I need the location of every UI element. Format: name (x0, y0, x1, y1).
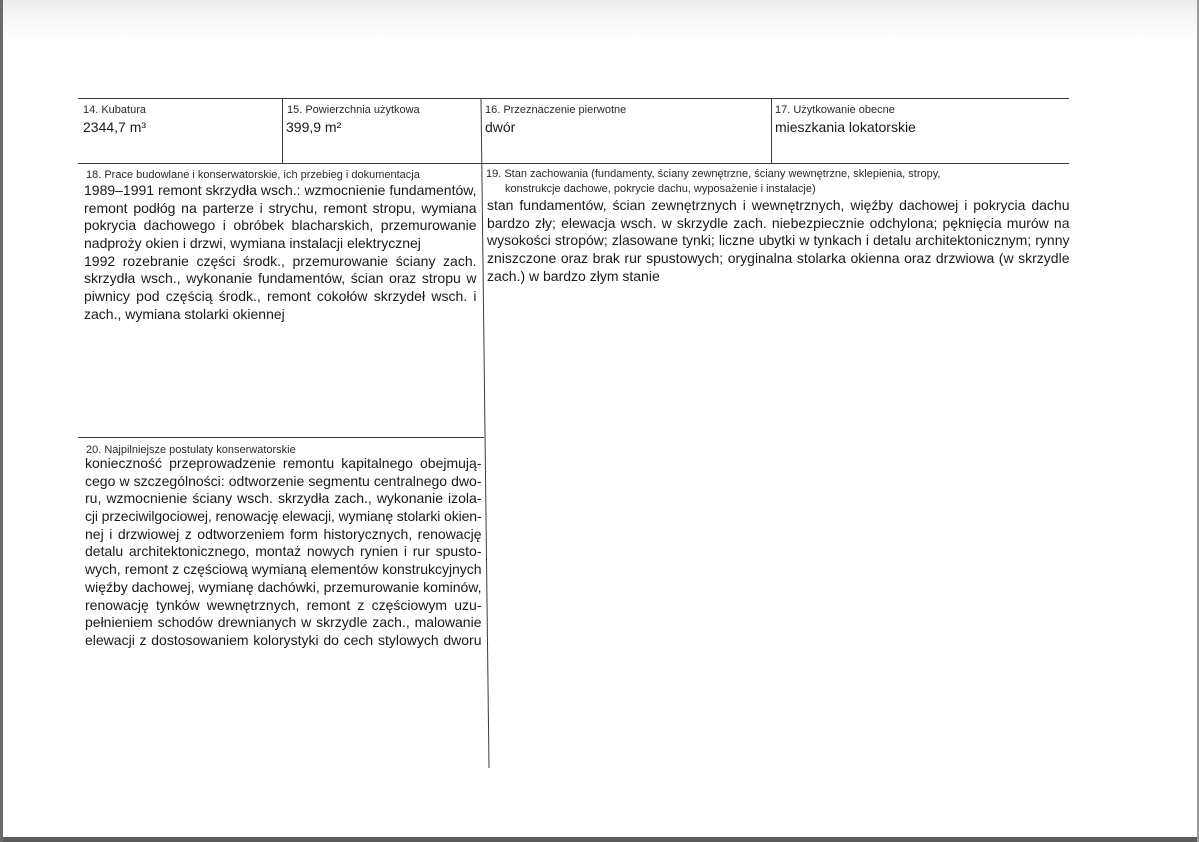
postulaty-line: elewacji z dostosowaniem kolorystyki do cech stylowych dworu (85, 631, 482, 648)
prace-line: nadproży okien i drzwi, wymiana instalacji elektrycznej (84, 235, 421, 252)
postulaty-line: konieczność przeprowadzenie remontu kapitalnego obejmują- (85, 455, 482, 471)
prace-line: piwnicy pod częścią środk., remont cokołów skrzydeł wsch. i (84, 288, 477, 305)
prace-text (84, 182, 477, 324)
stan-label-line: konstrukcje dachowe, pokrycie dachu, wyposażenie i instalacje) (505, 183, 816, 195)
uzytkowanie-value: mieszkania lokatorskie (775, 119, 916, 135)
stan-line: zach.) w bardzo złym stanie (487, 267, 660, 284)
postulaty-line: detalu architektonicznego, montaż nowych rynien i rur spusto- (85, 543, 482, 560)
kubatura-label: 14. Kubatura (83, 104, 146, 116)
stan-label-line: 19. Stan zachowania (fundamenty, ściany zewnętrzne, ściany wewnętrzne, sklepienia, stropy, (486, 168, 941, 180)
prace-line: pokrycia dachowego i obróbek blacharskich, przemurowanie (84, 217, 477, 234)
postulaty-line: ru, wzmocnienie ściany wsch. skrzydła zach., wykonanie izola- (85, 490, 482, 507)
prace-line: 1989–1991 remont skrzydła wsch.: wzmocnienie fundamentów, (84, 182, 477, 198)
postulaty-line: więźby dachowej, wymianę dachówki, przemurowanie kominów, (85, 578, 482, 595)
postulaty-line: cji przeciwilgociowej, renowację elewacji, wymianę stolarki okien- (85, 508, 482, 525)
przeznaczenie-label: 16. Przeznaczenie pierwotne (485, 104, 627, 116)
postulaty-line: cego w szczególności: odtworzenie segmentu centralnego dwo- (85, 472, 482, 489)
prace-line: zach., wymiana stolarki okiennej (84, 305, 285, 322)
kubatura-value: 2344,7 m³ (83, 119, 147, 135)
prace-line: skrzydła wsch., wykonanie fundamentów, ścian oraz stropu w (84, 270, 477, 287)
postulaty-line: nej i drzwiowej z odtworzeniem form historycznych, renowację (85, 525, 482, 542)
postulaty-line: renowację tynków wewnętrznych, remont z częściowym uzu- (85, 596, 482, 613)
przeznaczenie-value: dwór (485, 119, 516, 135)
uzytkowanie-label: 17. Użytkowanie obecne (775, 104, 895, 116)
powierzchnia-value: 399,9 m² (286, 119, 342, 135)
postulaty-line: pełnieniem schodów drewnianych w skrzydle zach., malowanie (85, 614, 482, 631)
stan-line: bardzo zły; elewacja wsch. w skrzydle zach. niebezpiecznie odchylona; pęknięcia murów na (487, 214, 1070, 231)
postulaty-line: wych, remont z częściową wymianą elementów konstrukcyjnych (85, 561, 482, 578)
powierzchnia-label: 15. Powierzchnia użytkowa (287, 104, 420, 116)
postulaty-text (85, 455, 482, 650)
prace-line: remont podłóg na parterze i strychu, remont stropu, wymiana (84, 199, 477, 216)
postulaty-label: 20. Najpilniejsze postulaty konserwatorskie (86, 444, 296, 456)
prace-label: 18. Prace budowlane i konserwatorskie, ich przebieg i dokumentacja (86, 169, 420, 181)
prace-line: 1992 rozebranie części środk., przemurowanie ściany zach. (84, 252, 477, 269)
stan-text (487, 197, 1070, 285)
stan-line: wysokości stropów; zlasowane tynki; liczne ubytki w tynkach i detalu architektonicznym; rynny (487, 232, 1070, 249)
stan-line: zniszczone oraz brak rur spustowych; oryginalna stolarka okienna oraz drzwiowa (w skrzydle (487, 250, 1070, 267)
stan-line: stan fundamentów, ścian zewnętrznych i wewnętrznych, więźby dachowej i pokrycia dachu (487, 197, 1070, 213)
